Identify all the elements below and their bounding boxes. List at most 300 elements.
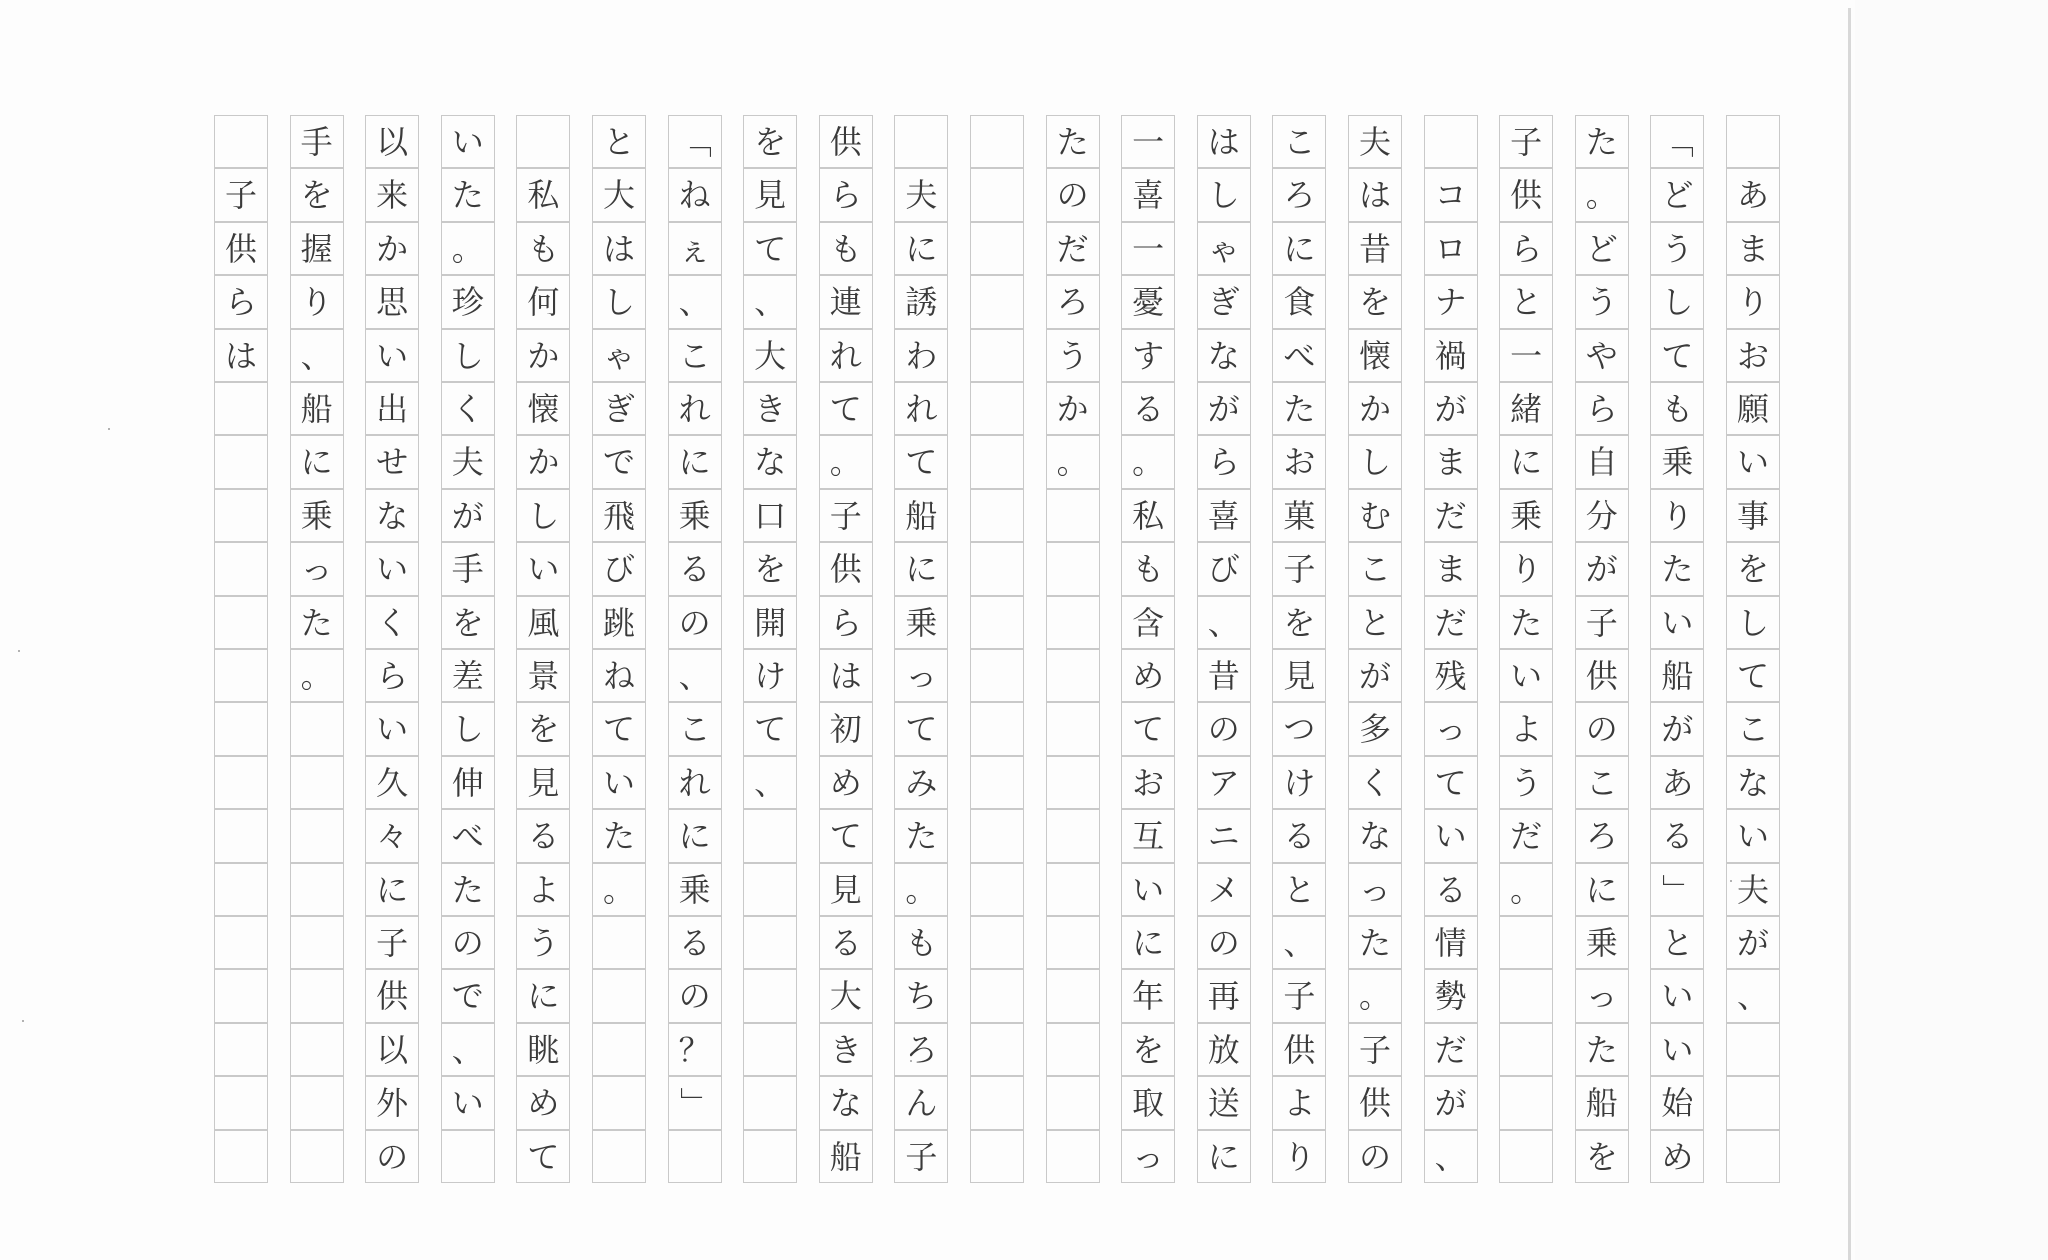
manuscript-char: に — [1585, 870, 1618, 909]
manuscript-char: も — [905, 924, 938, 962]
manuscript-char: 、 — [754, 763, 787, 802]
manuscript-char: を — [1283, 603, 1316, 642]
grid-cell — [1726, 1023, 1780, 1076]
grid-cell — [290, 916, 344, 969]
manuscript-char: コ — [1434, 176, 1467, 215]
manuscript-char: を — [300, 176, 333, 215]
grid-cell — [970, 115, 1024, 168]
manuscript-char: る — [678, 924, 711, 962]
manuscript-char: り — [1283, 1137, 1316, 1176]
grid-cell — [441, 1130, 495, 1183]
manuscript-char: い — [1736, 443, 1769, 482]
manuscript-char: に — [678, 817, 711, 856]
grid-cell — [290, 1076, 344, 1129]
grid-cell — [214, 435, 268, 488]
manuscript-char: ぎ — [602, 390, 635, 428]
manuscript-char: が — [1585, 550, 1618, 589]
manuscript-char: 事 — [1736, 496, 1769, 535]
manuscript-char: き — [829, 1030, 862, 1069]
grid-cell — [970, 916, 1024, 969]
manuscript-char: い — [1434, 817, 1467, 856]
manuscript-char: は — [224, 336, 257, 375]
grid-cell — [214, 1130, 268, 1183]
manuscript-char: た — [1056, 123, 1089, 161]
manuscript-char: 見 — [527, 763, 560, 802]
grid-cell — [214, 115, 268, 168]
manuscript-char: す — [1132, 336, 1165, 375]
manuscript-char: ら — [829, 603, 862, 642]
manuscript-char: が — [1736, 924, 1769, 962]
manuscript-char: や — [1585, 336, 1618, 375]
grid-cell — [970, 382, 1024, 435]
manuscript-char: る — [1434, 870, 1467, 909]
manuscript-char: 船 — [1585, 1084, 1618, 1123]
manuscript-char: わ — [905, 336, 938, 375]
manuscript-char: ロ — [1434, 229, 1467, 268]
manuscript-char: 取 — [1132, 1084, 1165, 1123]
manuscript-char: ら — [1510, 229, 1543, 268]
manuscript-char: 分 — [1585, 496, 1618, 535]
grid-cell — [290, 702, 344, 755]
grid-cell — [1046, 756, 1100, 809]
manuscript-char: 自 — [1585, 443, 1618, 482]
manuscript-char: 一 — [1132, 123, 1165, 161]
manuscript-char: 。 — [1585, 176, 1618, 215]
grid-cell — [668, 1130, 722, 1183]
manuscript-char: に — [905, 229, 938, 268]
manuscript-char: び — [1207, 550, 1240, 589]
manuscript-char: い — [1661, 977, 1694, 1016]
manuscript-char: メ — [1207, 870, 1240, 909]
manuscript-char: 見 — [754, 176, 787, 215]
manuscript-char: の — [1056, 176, 1089, 215]
manuscript-char: 一 — [1510, 336, 1543, 375]
manuscript-char: こ — [1736, 710, 1769, 749]
manuscript-char: ら — [1585, 390, 1618, 428]
grid-cell — [592, 1130, 646, 1183]
manuscript-char: を — [451, 603, 484, 642]
manuscript-char: 、 — [1207, 603, 1240, 642]
manuscript-char: 来 — [376, 176, 409, 215]
manuscript-char: こ — [678, 336, 711, 375]
manuscript-char: こ — [1358, 550, 1391, 589]
speck — [22, 1020, 24, 1022]
manuscript-char: と — [1510, 283, 1543, 322]
manuscript-char: あ — [1736, 176, 1769, 215]
manuscript-char: ニ — [1207, 817, 1240, 856]
manuscript-char: 互 — [1132, 817, 1165, 856]
manuscript-char: だ — [1510, 817, 1543, 856]
manuscript-char: い — [1132, 870, 1165, 909]
grid-cell — [516, 115, 570, 168]
manuscript-char: 、 — [1736, 977, 1769, 1016]
manuscript-char: た — [451, 870, 484, 909]
manuscript-char: に — [1132, 924, 1165, 962]
grid-cell — [970, 542, 1024, 595]
manuscript-char: ま — [1434, 550, 1467, 589]
grid-cell — [1046, 1023, 1100, 1076]
manuscript-char: の — [678, 977, 711, 1016]
manuscript-char: 乗 — [1661, 443, 1694, 482]
manuscript-char: 、 — [754, 283, 787, 322]
manuscript-char: こ — [678, 710, 711, 749]
manuscript-char: 食 — [1283, 283, 1316, 322]
grid-cell — [970, 329, 1024, 382]
manuscript-char: け — [754, 657, 787, 695]
manuscript-char: 。 — [300, 657, 333, 695]
manuscript-char: る — [829, 924, 862, 962]
manuscript-char: み — [905, 763, 938, 802]
manuscript-char: 禍 — [1434, 336, 1467, 375]
manuscript-char: お — [1283, 443, 1316, 482]
manuscript-char: も — [1661, 390, 1694, 428]
grid-cell — [970, 275, 1024, 328]
manuscript-char: ろ — [1056, 283, 1089, 322]
manuscript-char: 一 — [1132, 229, 1165, 268]
grid-cell — [214, 1076, 268, 1129]
grid-cell — [214, 969, 268, 1022]
manuscript-char: 残 — [1434, 657, 1467, 695]
manuscript-char: 子 — [224, 176, 257, 215]
manuscript-char: り — [300, 283, 333, 322]
grid-cell — [214, 916, 268, 969]
grid-cell — [290, 1023, 344, 1076]
manuscript-char: 送 — [1207, 1084, 1240, 1123]
grid-cell — [970, 435, 1024, 488]
manuscript-char: む — [1358, 496, 1391, 535]
manuscript-char: た — [300, 603, 333, 642]
manuscript-char: ね — [602, 657, 635, 695]
manuscript-char: う — [1056, 336, 1089, 375]
manuscript-char: 乗 — [1510, 496, 1543, 535]
manuscript-char: こ — [1585, 763, 1618, 802]
manuscript-char: に — [1510, 443, 1543, 482]
manuscript-char: 子 — [1283, 977, 1316, 1016]
manuscript-char: 緒 — [1510, 390, 1543, 428]
grid-cell — [743, 1023, 797, 1076]
manuscript-char: 、 — [451, 1030, 484, 1069]
grid-cell — [592, 1023, 646, 1076]
manuscript-char: 夫 — [1358, 123, 1391, 161]
manuscript-char: の — [451, 924, 484, 962]
manuscript-char: ど — [1585, 229, 1618, 268]
manuscript-char: く — [451, 390, 484, 428]
manuscript-char: い — [527, 550, 560, 589]
manuscript-char: る — [1132, 390, 1165, 428]
manuscript-char: べ — [1283, 336, 1316, 375]
manuscript-char: き — [754, 390, 787, 428]
manuscript-char: る — [678, 550, 711, 589]
manuscript-char: い — [376, 336, 409, 375]
grid-cell — [1046, 863, 1100, 916]
grid-cell — [970, 809, 1024, 862]
manuscript-char: も — [527, 229, 560, 268]
manuscript-char: が — [1207, 390, 1240, 428]
manuscript-char: 夫 — [905, 176, 938, 215]
manuscript-char: 大 — [754, 336, 787, 375]
manuscript-char: っ — [1132, 1137, 1165, 1176]
manuscript-char: た — [1510, 603, 1543, 642]
manuscript-char: 喜 — [1132, 176, 1165, 215]
grid-cell — [290, 863, 344, 916]
manuscript-char: 見 — [829, 870, 862, 909]
manuscript-char: あ — [1661, 763, 1694, 802]
manuscript-char: い — [376, 710, 409, 749]
grid-cell — [1046, 489, 1100, 542]
grid-cell — [1046, 916, 1100, 969]
grid-cell — [214, 542, 268, 595]
grid-cell — [1499, 1076, 1553, 1129]
grid-cell — [1046, 649, 1100, 702]
manuscript-char: て — [829, 817, 862, 856]
manuscript-char: 夫 — [1736, 870, 1769, 909]
manuscript-char: も — [1132, 550, 1165, 589]
grid-cell — [970, 702, 1024, 755]
manuscript-char: 以 — [376, 1030, 409, 1069]
manuscript-char: こ — [1283, 123, 1316, 161]
manuscript-char: い — [1736, 817, 1769, 856]
manuscript-char: ら — [376, 657, 409, 695]
manuscript-char: ま — [1736, 229, 1769, 268]
grid-cell — [1726, 1130, 1780, 1183]
manuscript-char: に — [905, 550, 938, 589]
manuscript-char: 。 — [905, 870, 938, 909]
grid-cell — [592, 1076, 646, 1129]
manuscript-char: 乗 — [1585, 924, 1618, 962]
grid-cell — [970, 649, 1024, 702]
manuscript-char: し — [1661, 283, 1694, 322]
grid-cell — [1046, 702, 1100, 755]
speck — [18, 650, 20, 652]
manuscript-char: て — [1736, 657, 1769, 695]
manuscript-char: ぎ — [1207, 283, 1240, 322]
manuscript-char: ん — [905, 1084, 938, 1123]
manuscript-char: 手 — [300, 123, 333, 161]
manuscript-char: 。 — [602, 870, 635, 909]
manuscript-char: け — [1283, 763, 1316, 802]
speck — [108, 428, 110, 430]
manuscript-char: 飛 — [602, 496, 635, 535]
grid-cell — [290, 756, 344, 809]
manuscript-char: し — [1736, 603, 1769, 642]
manuscript-char: し — [451, 710, 484, 749]
manuscript-char: し — [1207, 176, 1240, 215]
manuscript-char: 」 — [675, 1087, 714, 1120]
manuscript-char: ろ — [1283, 176, 1316, 215]
manuscript-char: に — [300, 443, 333, 482]
manuscript-char: て — [1661, 336, 1694, 375]
manuscript-char: 。 — [1510, 870, 1543, 909]
manuscript-char: が — [1661, 710, 1694, 749]
manuscript-char: な — [1736, 763, 1769, 802]
manuscript-char: び — [602, 550, 635, 589]
manuscript-char: 出 — [376, 390, 409, 428]
manuscript-char: と — [602, 123, 635, 161]
manuscript-char: い — [451, 123, 484, 161]
manuscript-char: く — [1358, 763, 1391, 802]
manuscript-char: よ — [527, 870, 560, 909]
grid-cell — [592, 969, 646, 1022]
manuscript-char: 何 — [527, 283, 560, 322]
manuscript-char: の — [376, 1137, 409, 1176]
manuscript-char: 、 — [678, 283, 711, 322]
manuscript-char: う — [1585, 283, 1618, 322]
manuscript-char: の — [1207, 710, 1240, 749]
manuscript-char: う — [527, 924, 560, 962]
manuscript-char: よ — [1283, 1084, 1316, 1123]
manuscript-char: う — [1661, 229, 1694, 268]
manuscript-char: ど — [1661, 176, 1694, 215]
manuscript-char: に — [1207, 1137, 1240, 1176]
manuscript-char: 初 — [829, 710, 862, 749]
manuscript-char: て — [754, 710, 787, 749]
manuscript-char: 伸 — [451, 763, 484, 802]
grid-cell — [970, 756, 1024, 809]
manuscript-char: を — [1736, 550, 1769, 589]
manuscript-char: 船 — [905, 496, 938, 535]
grid-cell — [214, 649, 268, 702]
manuscript-char: て — [754, 229, 787, 268]
manuscript-char: い — [451, 1084, 484, 1123]
manuscript-char: 」 — [1658, 873, 1697, 906]
page-edge-line — [1848, 8, 1851, 1260]
manuscript-char: た — [1661, 550, 1694, 589]
manuscript-char: 差 — [451, 657, 484, 695]
manuscript-char: っ — [300, 550, 333, 589]
page-margin — [1855, 0, 2048, 1260]
manuscript-char: 手 — [451, 550, 484, 589]
manuscript-char: い — [602, 763, 635, 802]
manuscript-char: 、 — [300, 336, 333, 375]
grid-cell — [970, 596, 1024, 649]
manuscript-char: 々 — [376, 817, 409, 856]
manuscript-char: 思 — [376, 283, 409, 322]
grid-cell — [894, 115, 948, 168]
manuscript-char: 。 — [1358, 977, 1391, 1016]
manuscript-char: 眺 — [527, 1030, 560, 1069]
manuscript-char: 珍 — [451, 283, 484, 322]
grid-cell — [970, 168, 1024, 221]
manuscript-char: 。 — [829, 443, 862, 482]
grid-cell — [290, 809, 344, 862]
grid-cell — [1046, 1076, 1100, 1129]
manuscript-char: と — [1283, 870, 1316, 909]
manuscript-char: る — [1283, 817, 1316, 856]
manuscript-char: 供 — [1358, 1084, 1391, 1123]
manuscript-char: 乗 — [678, 870, 711, 909]
manuscript-char: い — [1661, 1030, 1694, 1069]
manuscript-char: な — [754, 443, 787, 482]
manuscript-char: だ — [1434, 496, 1467, 535]
manuscript-char: を — [754, 550, 787, 589]
manuscript-char: を — [1585, 1137, 1618, 1176]
manuscript-char: と — [1358, 603, 1391, 642]
grid-cell — [743, 1076, 797, 1129]
manuscript-char: ね — [678, 176, 711, 215]
grid-cell — [214, 863, 268, 916]
manuscript-char: て — [905, 443, 938, 482]
manuscript-char: 勢 — [1434, 977, 1467, 1016]
grid-cell — [1499, 969, 1553, 1022]
manuscript-char: よ — [1510, 710, 1543, 749]
grid-cell — [970, 1130, 1024, 1183]
manuscript-char: て — [829, 390, 862, 428]
manuscript-char: 供 — [1585, 657, 1618, 695]
manuscript-char: り — [1510, 550, 1543, 589]
grid-cell — [1499, 1023, 1553, 1076]
manuscript-char: 連 — [829, 283, 862, 322]
manuscript-char: 久 — [376, 763, 409, 802]
manuscript-char: 以 — [376, 123, 409, 161]
manuscript-char: お — [1132, 763, 1165, 802]
manuscript-char: 、 — [1283, 924, 1316, 962]
manuscript-char: ？ — [678, 1030, 711, 1069]
manuscript-char: 跳 — [602, 603, 635, 642]
grid-cell — [970, 489, 1024, 542]
grid-cell — [743, 969, 797, 1022]
manuscript-char: を — [754, 123, 787, 161]
manuscript-char: を — [527, 710, 560, 749]
manuscript-char: た — [1585, 1030, 1618, 1069]
manuscript-char: れ — [678, 390, 711, 428]
manuscript-char: 「 — [1658, 125, 1697, 158]
manuscript-char: 誘 — [905, 283, 938, 322]
manuscript-char: 多 — [1358, 710, 1391, 749]
manuscript-char: た — [1358, 924, 1391, 962]
grid-cell — [743, 863, 797, 916]
manuscript-char: ナ — [1434, 283, 1467, 322]
grid-cell — [214, 756, 268, 809]
grid-cell — [970, 969, 1024, 1022]
manuscript-char: 船 — [300, 390, 333, 428]
manuscript-char: し — [527, 496, 560, 535]
manuscript-char: る — [527, 817, 560, 856]
manuscript-char: か — [527, 443, 560, 482]
manuscript-char: 始 — [1661, 1084, 1694, 1123]
manuscript-char: い — [376, 550, 409, 589]
manuscript-char: 開 — [754, 603, 787, 642]
manuscript-char: 船 — [829, 1137, 862, 1176]
manuscript-char: た — [602, 817, 635, 856]
manuscript-char: っ — [1434, 710, 1467, 749]
grid-cell — [743, 916, 797, 969]
manuscript-char: 。 — [1056, 443, 1089, 482]
manuscript-char: ま — [1434, 443, 1467, 482]
manuscript-char: い — [1661, 603, 1694, 642]
manuscript-char: が — [1434, 390, 1467, 428]
manuscript-char: は — [1207, 123, 1240, 161]
manuscript-char: か — [376, 229, 409, 268]
manuscript-char: つ — [1283, 710, 1316, 749]
manuscript-char: ら — [829, 176, 862, 215]
manuscript-char: て — [1132, 710, 1165, 749]
manuscript-char: 年 — [1132, 977, 1165, 1016]
grid-cell — [1726, 1076, 1780, 1129]
manuscript-char: り — [1736, 283, 1769, 322]
manuscript-char: を — [1132, 1030, 1165, 1069]
grid-cell — [214, 702, 268, 755]
manuscript-char: り — [1661, 496, 1694, 535]
manuscript-char: て — [905, 710, 938, 749]
manuscript-char: が — [1358, 657, 1391, 695]
manuscript-char: だ — [1434, 1030, 1467, 1069]
manuscript-char: だ — [1434, 603, 1467, 642]
grid-cell — [1046, 596, 1100, 649]
manuscript-char: の — [1585, 710, 1618, 749]
grid-cell — [290, 1130, 344, 1183]
grid-cell — [1726, 115, 1780, 168]
manuscript-char: 懐 — [1358, 336, 1391, 375]
